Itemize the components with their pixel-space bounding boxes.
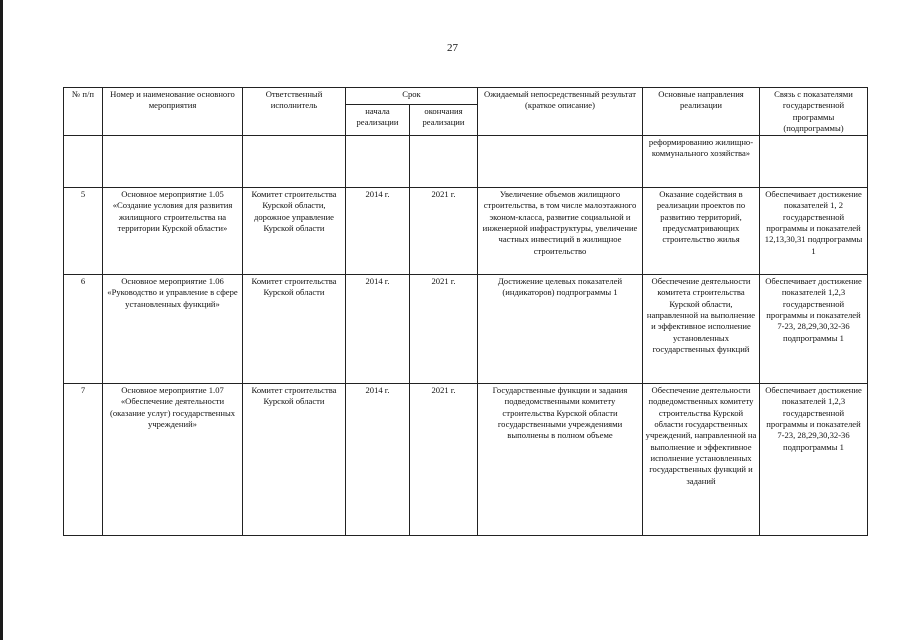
header-measure: Номер и наименование основного мероприятия xyxy=(103,88,243,136)
header-result: Ожидаемый непосредственный результат (краткое описание) xyxy=(478,88,643,136)
cell-start: 2014 г. xyxy=(346,188,410,275)
cell-indicators: Обеспечивает достижение показателей 1,2,3 государственной программы и показателей 7-23, 28,29,30,32-36 подпрограммы 1 xyxy=(760,275,868,384)
cell-empty xyxy=(64,136,103,188)
cell-measure: Основное мероприятие 1.06 «Руководство и управление в сфере установленных функций» xyxy=(103,275,243,384)
table-row xyxy=(64,188,868,275)
cell-measure: Основное мероприятие 1.05 «Создание условия для развития жилищного строительства на территории Курской области» xyxy=(103,188,243,275)
table-row xyxy=(64,384,868,536)
header-indicators: Связь с показателями государственной программы (подпрограммы) xyxy=(760,88,868,136)
header-num: № п/п xyxy=(64,88,103,136)
cell-measure: Основное мероприятие 1.07 «Обеспечение деятельности (оказание услуг) государственных учреждений» xyxy=(103,384,243,536)
table-row-continuation xyxy=(64,136,868,188)
cell-start: 2014 г. xyxy=(346,275,410,384)
cell-empty xyxy=(410,136,478,188)
cell-executor: Комитет строительства Курской области, дорожное управление Курской области xyxy=(243,188,346,275)
cell-end: 2021 г. xyxy=(410,275,478,384)
cell-empty xyxy=(760,136,868,188)
header-executor: Ответственный исполнитель xyxy=(243,88,346,136)
header-term: Срок xyxy=(346,88,478,105)
cell-directions: Оказание содействия в реализации проектов по развитию территорий, предусматривающих строительство жилья xyxy=(643,188,760,275)
cell-empty xyxy=(243,136,346,188)
cell-directions: Обеспечение деятельности комитета строительства Курской области, направленной на выполнение и эффективное исполнение установленных государственных функций xyxy=(643,275,760,384)
cell-start: 2014 г. xyxy=(346,384,410,536)
cell-num: 5 xyxy=(64,188,103,275)
cell-num: 7 xyxy=(64,384,103,536)
measures-table xyxy=(63,87,868,536)
page-edge-bar xyxy=(0,0,3,640)
cell-result: Увеличение объемов жилищного строительства, в том числе малоэтажного эконом-класса, развитие социальной и инженерной инфраструктуры, увеличение частных инвестиций в жилищное строительство xyxy=(478,188,643,275)
header-directions: Основные направления реализации xyxy=(643,88,760,136)
cell-indicators: Обеспечивает достижение показателей 1,2,3 государственной программы и показателей 7-23, 28,29,30,32-36 подпрограммы 1 xyxy=(760,384,868,536)
cell-executor: Комитет строительства Курской области xyxy=(243,384,346,536)
page-number: 27 xyxy=(447,42,458,54)
cell-executor: Комитет строительства Курской области xyxy=(243,275,346,384)
table-row xyxy=(64,275,868,384)
cell-empty xyxy=(103,136,243,188)
cell-directions: реформированию жилищно-коммунального хозяйства» xyxy=(643,136,760,188)
cell-result: Достижение целевых показателей (индикаторов) подпрограммы 1 xyxy=(478,275,643,384)
cell-end: 2021 г. xyxy=(410,384,478,536)
cell-result: Государственные функции и задания подведомственными комитету строительства Курской области государственными учреждениями выполнены в полном объеме xyxy=(478,384,643,536)
header-start: начала реализации xyxy=(346,104,410,136)
cell-indicators: Обеспечивает достижение показателей 1, 2 государственной программы и показателей 12,13,30,31 подпрограммы 1 xyxy=(760,188,868,275)
cell-empty xyxy=(346,136,410,188)
cell-directions: Обеспечение деятельности подведомственных комитету строительства Курской области государственных учреждений, направленной на выполнение и эффективное исполнение установленных государственных функций и заданий xyxy=(643,384,760,536)
cell-empty xyxy=(478,136,643,188)
cell-end: 2021 г. xyxy=(410,188,478,275)
header-end: окончания реализации xyxy=(410,104,478,136)
cell-num: 6 xyxy=(64,275,103,384)
header-row xyxy=(64,88,868,105)
